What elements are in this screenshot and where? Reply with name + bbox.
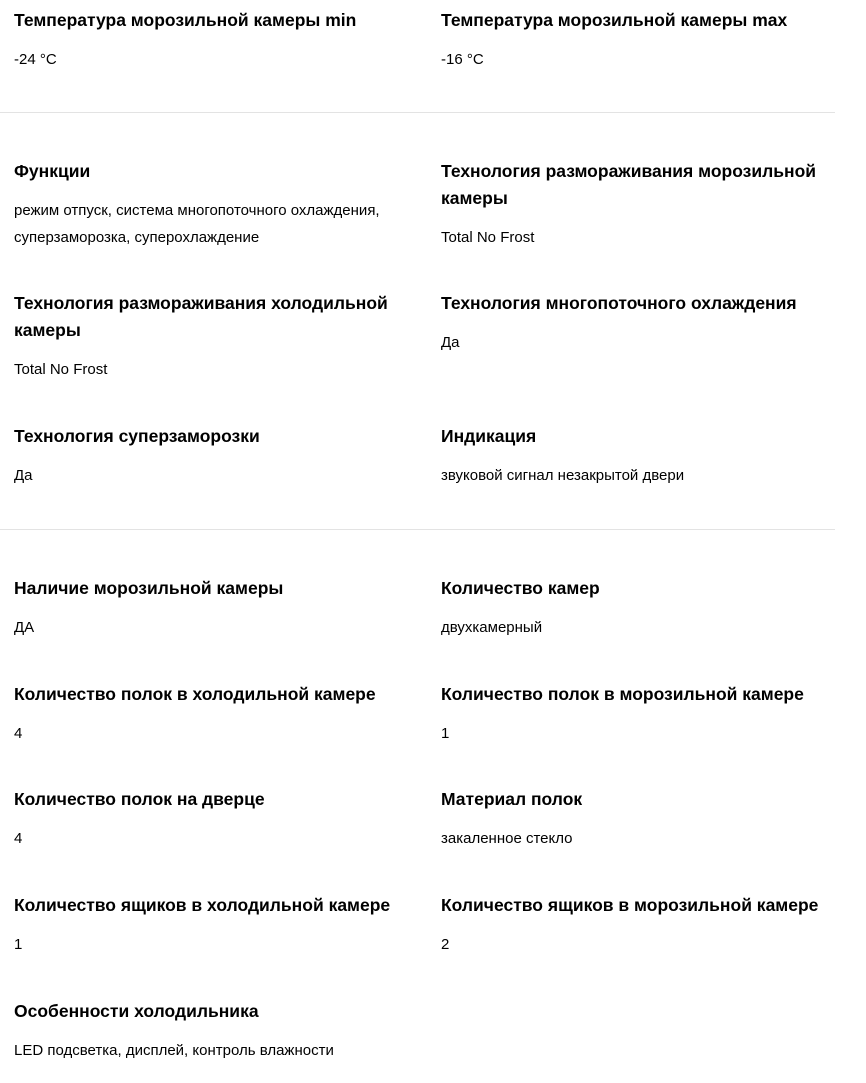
spec-door-shelves — [14, 786, 414, 852]
spec-shelf-material — [441, 786, 833, 852]
spec-label: Технология размораживания холодильной камеры — [14, 293, 388, 340]
spec-label: Материал полок — [441, 789, 583, 809]
spec-multiflow-cooling — [441, 290, 833, 356]
spec-label: Количество ящиков в холодильной камере — [14, 895, 391, 915]
spec-label: Температура морозильной камеры min — [14, 10, 357, 30]
spec-freezer-defrost — [441, 158, 833, 251]
spec-freezer-shelves — [441, 681, 833, 747]
spec-label: Количество полок в холодильной камере — [14, 684, 376, 704]
spec-superfreeze — [14, 423, 414, 489]
spec-freezer-temp-min — [14, 7, 414, 73]
spec-label: Особенности холодильника — [14, 1001, 259, 1021]
section-divider — [0, 112, 835, 113]
spec-fridge-features — [14, 998, 434, 1064]
spec-label: Технология суперзаморозки — [14, 426, 260, 446]
spec-value: ДА — [14, 619, 35, 636]
spec-value: 4 — [14, 830, 23, 847]
spec-label: Количество полок в морозильной камере — [441, 684, 804, 704]
spec-freezer-drawers — [441, 892, 833, 958]
spec-label: Количество камер — [441, 578, 600, 598]
spec-freezer-temp-max — [441, 7, 833, 73]
spec-label: Температура морозильной камеры max — [441, 10, 788, 30]
spec-value: LED подсветка, дисплей, контроль влажности — [14, 1042, 334, 1059]
spec-label: Количество полок на дверце — [14, 789, 265, 809]
spec-has-freezer — [14, 575, 414, 641]
spec-value: закаленное стекло — [441, 830, 573, 847]
spec-value: 1 — [14, 936, 23, 953]
spec-value: Total No Frost — [441, 229, 535, 246]
spec-value: Да — [14, 467, 33, 484]
spec-value: 4 — [14, 725, 23, 742]
spec-value: -16 °C — [441, 51, 484, 68]
spec-value: режим отпуск, система многопоточного охлаждения, суперзаморозка, суперохлаждение — [14, 202, 380, 246]
spec-indication — [441, 423, 833, 489]
spec-label: Функции — [14, 161, 91, 181]
spec-value: Да — [441, 334, 460, 351]
spec-label: Индикация — [441, 426, 537, 446]
spec-value: 1 — [441, 725, 450, 742]
spec-value: звуковой сигнал незакрытой двери — [441, 467, 685, 484]
spec-value: двухкамерный — [441, 619, 543, 636]
spec-fridge-defrost — [14, 290, 414, 383]
spec-functions — [14, 158, 414, 251]
spec-value: 2 — [441, 936, 450, 953]
spec-compartments-count — [441, 575, 833, 641]
spec-label: Количество ящиков в морозильной камере — [441, 895, 819, 915]
spec-label: Наличие морозильной камеры — [14, 578, 284, 598]
spec-fridge-drawers — [14, 892, 414, 958]
spec-value: -24 °C — [14, 51, 57, 68]
spec-fridge-shelves — [14, 681, 414, 747]
spec-label: Технология размораживания морозильной камеры — [441, 161, 817, 208]
section-divider — [0, 529, 835, 530]
spec-value: Total No Frost — [14, 361, 108, 378]
spec-label: Технология многопоточного охлаждения — [441, 293, 797, 313]
